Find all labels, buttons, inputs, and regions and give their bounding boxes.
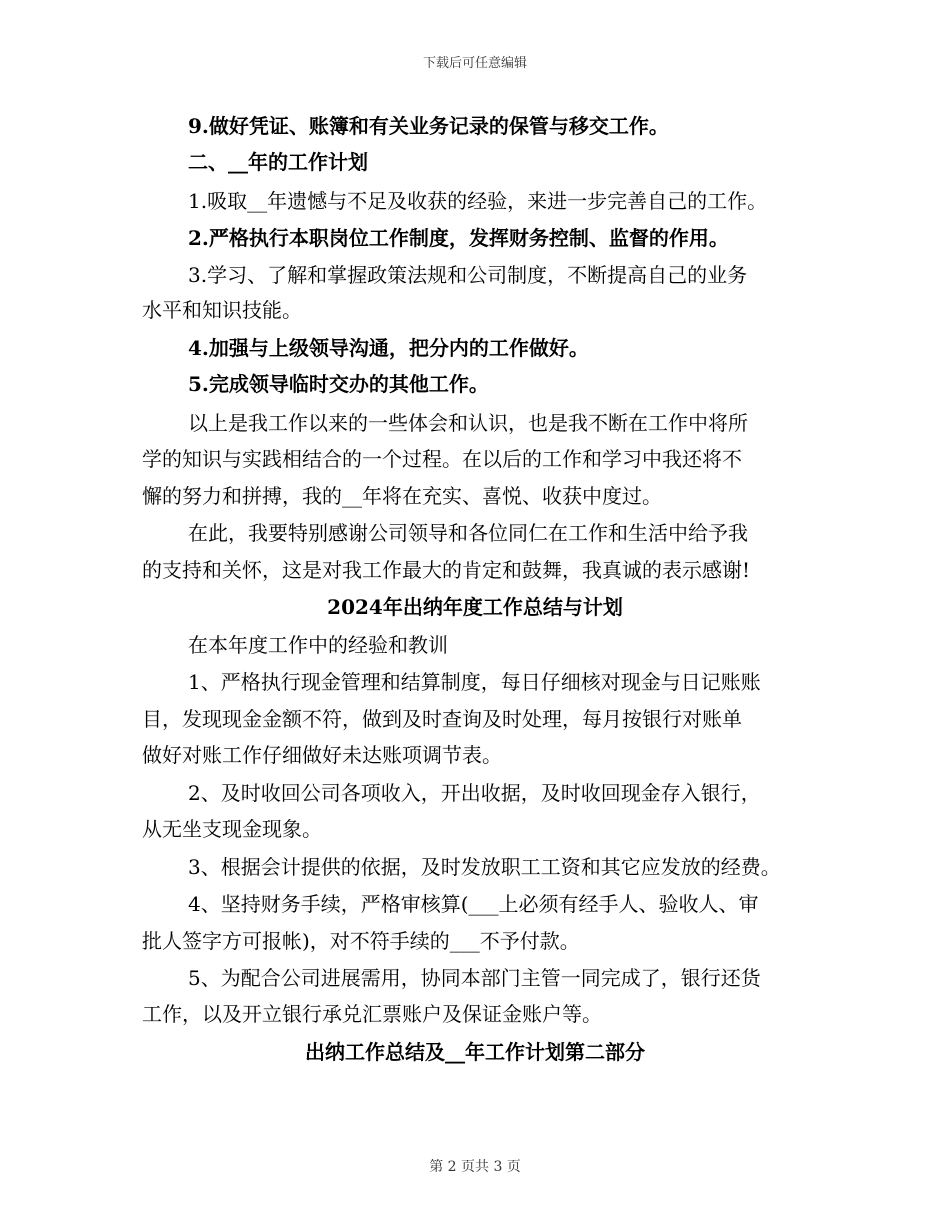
text-line: 5、为配合公司进展需用，协同本部门主管一同完成了，银行还货 — [188, 966, 761, 990]
section-title: 出纳工作总结及__年工作计划第二部分 — [305, 1040, 645, 1064]
text-line: 4、坚持财务手续，严格审核算(___上必须有经手人、验收人、审 — [188, 892, 759, 916]
text-line: 懈的努力和拼搏，我的__年将在充实、喜悦、收获中度过。 — [142, 484, 662, 508]
text-line: 3、根据会计提供的依据，及时发放职工工资和其它应发放的经费。 — [188, 855, 781, 879]
text-line: 1、严格执行现金管理和结算制度，每日仔细核对现金与日记账账 — [188, 670, 761, 694]
text-line: 学的知识与实践相结合的一个过程。在以后的工作和学习中我还将不 — [142, 447, 742, 471]
text-line: 批人签字方可报帐)，对不符手续的___不予付款。 — [142, 929, 580, 953]
text-line: 的支持和关怀，这是对我工作最大的肯定和鼓舞，我真诚的表示感谢! — [142, 558, 751, 582]
text-line: 以上是我工作以来的一些体会和认识，也是我不断在工作中将所 — [188, 411, 748, 435]
text-line: 5.完成领导临时交办的其他工作。 — [188, 372, 489, 396]
document-title: 2024年出纳年度工作总结与计划 — [327, 595, 623, 619]
text-line: 工作，以及开立银行承兑汇票账户及保证金账户等。 — [142, 1002, 602, 1026]
text-line: 在本年度工作中的经验和教训 — [188, 633, 448, 657]
text-line: 目，发现现金金额不符，做到及时查询及时处理，每月按银行对账单 — [142, 707, 742, 731]
text-line: 从无坐支现金现象。 — [142, 817, 322, 841]
page-header: 下载后可任意编辑 — [422, 56, 527, 71]
text-line: 做好对账工作仔细做好未达账项调节表。 — [142, 743, 502, 767]
text-line: 9.做好凭证、账簿和有关业务记录的保管与移交工作。 — [188, 114, 669, 138]
page-footer: 第 2 页共 3 页 — [429, 1159, 521, 1175]
text-line: 4.加强与上级领导沟通，把分内的工作做好。 — [188, 336, 589, 360]
text-line: 在此，我要特别感谢公司领导和各位同仁在工作和生活中给予我 — [188, 521, 748, 545]
text-line: 3.学习、了解和掌握政策法规和公司制度，不断提高自己的业务 — [188, 263, 748, 287]
text-line: 1.吸取__年遗憾与不足及收获的经验，来进一步完善自己的工作。 — [188, 189, 768, 213]
text-line: 2.严格执行本职岗位工作制度，发挥财务控制、监督的作用。 — [188, 226, 729, 250]
section-heading: 二、__年的工作计划 — [188, 150, 368, 174]
text-line: 2、及时收回公司各项收入，开出收据，及时收回现金存入银行， — [188, 781, 761, 805]
text-line: 水平和知识技能。 — [142, 298, 302, 322]
